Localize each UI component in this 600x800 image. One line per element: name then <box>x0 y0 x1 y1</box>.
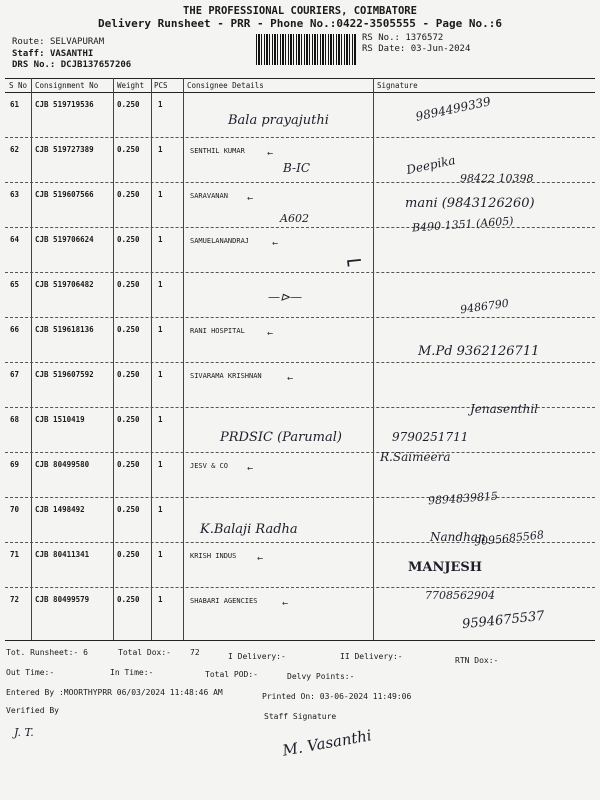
row-weight: 0.250 <box>117 550 140 559</box>
row-separator <box>5 497 595 498</box>
row-consignment: CJB 519618136 <box>35 325 94 334</box>
tick-mark: ← <box>287 373 294 384</box>
row-sno: 62 <box>10 145 20 154</box>
route-info <box>12 37 131 72</box>
row-sno: 61 <box>10 100 20 109</box>
handwritten-sign-63b: B490 1351 (A605) <box>411 214 514 235</box>
row-name: SHABARI AGENCIES <box>190 597 258 605</box>
row-pcs: 1 <box>158 505 163 514</box>
row-pcs: 1 <box>158 235 163 244</box>
column-divider <box>183 78 184 640</box>
handwritten-sign-62a: Deepika <box>405 152 457 178</box>
handwritten-sign-65: 9486790 <box>459 296 510 317</box>
handwritten-consignee-68: PRDSIC (Parumal) <box>220 430 342 445</box>
route-value: SELVAPURAM <box>49 37 105 47</box>
runsheet-subtitle: Delivery Runsheet - PRR - Phone No.:0422-3505555 - Page No.:6 <box>98 17 502 30</box>
rs-info <box>362 33 470 55</box>
row-name: SENTHIL KUMAR <box>190 147 245 155</box>
staff-signature: M. Vasanthi <box>281 726 373 760</box>
row-pcs: 1 <box>158 460 163 469</box>
handwritten-consignee-64: A602 <box>280 212 309 225</box>
row-sno: 67 <box>10 370 20 379</box>
tick-mark: ← <box>257 553 264 564</box>
row-sno: 63 <box>10 190 20 199</box>
table-top-rule <box>5 78 595 79</box>
row-consignment: CJB 80499579 <box>35 595 90 604</box>
row-separator <box>5 452 595 453</box>
rtn-dox: RTN Dox:- <box>455 656 499 665</box>
tick-mark: ← <box>267 148 274 159</box>
handwritten-sign-71b: 7708562904 <box>425 589 495 602</box>
row-weight: 0.250 <box>117 505 140 514</box>
row-consignment: CJB 519706624 <box>35 235 94 244</box>
row-weight: 0.250 <box>117 370 140 379</box>
ii-delivery: II Delivery:- <box>340 652 403 661</box>
row-separator <box>5 362 595 363</box>
handwritten-sign-70b: 9095685568 <box>473 528 545 549</box>
tick-mark: ← <box>282 598 289 609</box>
staff-value: VASANTHI <box>49 48 94 59</box>
handwritten-sign-61: 9894499339 <box>414 94 492 124</box>
row-weight: 0.250 <box>117 100 140 109</box>
tick-mark: ← <box>247 193 254 204</box>
row-name: SIVARAMA KRISHNAN <box>190 372 262 380</box>
col-weight: Weight <box>117 81 145 90</box>
row-consignment: CJB 519706482 <box>35 280 94 289</box>
header-bottom-rule <box>5 92 595 93</box>
column-divider <box>151 78 152 640</box>
handwritten-mark-65: —⊳— <box>268 290 303 304</box>
tick-mark: ← <box>267 328 274 339</box>
row-consignment: CJB 1498492 <box>35 505 85 514</box>
row-pcs: 1 <box>158 415 163 424</box>
in-time: In Time:- <box>110 668 154 677</box>
handwritten-sign-66: M.Pd 9362126711 <box>418 344 540 359</box>
row-weight: 0.250 <box>117 280 140 289</box>
handwritten-consignee-62: B-IC <box>283 161 311 175</box>
row-pcs: 1 <box>158 595 163 604</box>
col-pcs: PCS <box>154 81 168 90</box>
company-title: THE PROFESSIONAL COURIERS, COIMBATORE <box>183 5 417 17</box>
row-sno: 71 <box>10 550 20 559</box>
row-name: KRISH INDUS <box>190 552 237 560</box>
handwritten-sign-67: Jenasenthil <box>470 402 539 416</box>
handwritten-sign-71a: MANJESH <box>408 560 483 575</box>
row-name: RANI HOSPITAL <box>190 327 245 335</box>
row-pcs: 1 <box>158 325 163 334</box>
row-weight: 0.250 <box>117 415 140 424</box>
row-consignment: CJB 1510419 <box>35 415 85 424</box>
row-weight: 0.250 <box>117 460 140 469</box>
row-sno: 66 <box>10 325 20 334</box>
row-consignment: CJB 80499580 <box>35 460 90 469</box>
column-divider <box>31 78 32 640</box>
handwritten-sign-68a: 9790251711 <box>392 430 469 444</box>
rs-date: RS Date: 03-Jun-2024 <box>362 44 471 54</box>
rs-number: RS No.: 1376572 <box>362 33 444 43</box>
printed-on: Printed On: 03-06-2024 11:49:06 <box>262 692 412 701</box>
handwritten-consignee-61: Bala prayajuthi <box>228 113 329 128</box>
col-consignment: Consignment No <box>35 81 99 90</box>
drs-number: DRS No.: DCJB137657206 <box>12 60 132 70</box>
row-sno: 72 <box>10 595 20 604</box>
staff-signature-label: Staff Signature <box>264 712 337 721</box>
total-dox-label: Total Dox:- <box>118 648 171 657</box>
handwritten-sign-70a: Nandhan <box>430 530 486 544</box>
row-pcs: 1 <box>158 280 163 289</box>
row-sno: 64 <box>10 235 20 244</box>
row-consignment: CJB 519727389 <box>35 145 94 154</box>
total-pod: Total POD:- <box>205 670 258 679</box>
row-pcs: 1 <box>158 190 163 199</box>
row-name: SAMUELANANDRAJ <box>190 237 250 245</box>
verified-by-label: Verified By <box>6 706 59 715</box>
handwritten-sign-63a: mani (9843126260) <box>405 196 535 211</box>
handwritten-sign-72: 9594675537 <box>461 608 546 633</box>
row-pcs: 1 <box>158 145 163 154</box>
row-weight: 0.250 <box>117 145 140 154</box>
row-weight: 0.250 <box>117 190 140 199</box>
entered-by: Entered By :MOORTHYPRR 06/03/2024 11:48:46 AM <box>6 688 223 697</box>
row-pcs: 1 <box>158 550 163 559</box>
row-separator <box>5 272 595 273</box>
handwritten-consignee-70: K.Balaji Radha <box>200 522 298 537</box>
row-separator <box>5 317 595 318</box>
row-sno: 69 <box>10 460 20 469</box>
row-pcs: 1 <box>158 100 163 109</box>
row-consignment: CJB 80411341 <box>35 550 90 559</box>
row-sno: 65 <box>10 280 20 289</box>
row-name: JESV & CO <box>190 462 228 470</box>
column-divider <box>373 78 374 640</box>
row-weight: 0.250 <box>117 595 140 604</box>
handwritten-sign-62b: 98422 10398 <box>460 172 534 185</box>
handwritten-sign-68b: R.Saimeera <box>380 450 451 464</box>
row-name: SARAVANAN <box>190 192 228 200</box>
tick-mark: ← <box>247 463 254 474</box>
row-consignment: CJB 519607592 <box>35 370 94 379</box>
tot-runsheet: Tot. Runsheet:- 6 <box>6 648 88 657</box>
row-consignment: CJB 519607566 <box>35 190 94 199</box>
staff-label: Staff: <box>12 48 45 59</box>
row-consignment: CJB 519719536 <box>35 100 94 109</box>
row-weight: 0.250 <box>117 235 140 244</box>
tick-mark: ← <box>272 238 279 249</box>
i-delivery: I Delivery:- <box>228 652 286 661</box>
row-sno: 68 <box>10 415 20 424</box>
table-bottom-rule <box>5 640 595 641</box>
row-pcs: 1 <box>158 370 163 379</box>
out-time: Out Time:- <box>6 668 55 677</box>
total-dox-value: 72 <box>190 648 200 657</box>
row-sno: 70 <box>10 505 20 514</box>
handwritten-sign-69: 9894839815 <box>427 489 499 508</box>
row-weight: 0.250 <box>117 325 140 334</box>
verified-by-signature: J. T. <box>14 726 34 739</box>
col-signature: Signature <box>377 81 418 90</box>
handwritten-bracket-64: ⌐ <box>343 249 365 276</box>
route-label: Route: <box>12 37 45 47</box>
col-sno: S No <box>9 81 28 90</box>
barcode <box>256 34 356 65</box>
col-consignee: Consignee Details <box>187 81 264 90</box>
delvy-points: Delvy Points:- <box>287 672 355 681</box>
column-divider <box>113 78 114 640</box>
row-separator <box>5 587 595 588</box>
row-separator <box>5 137 595 138</box>
